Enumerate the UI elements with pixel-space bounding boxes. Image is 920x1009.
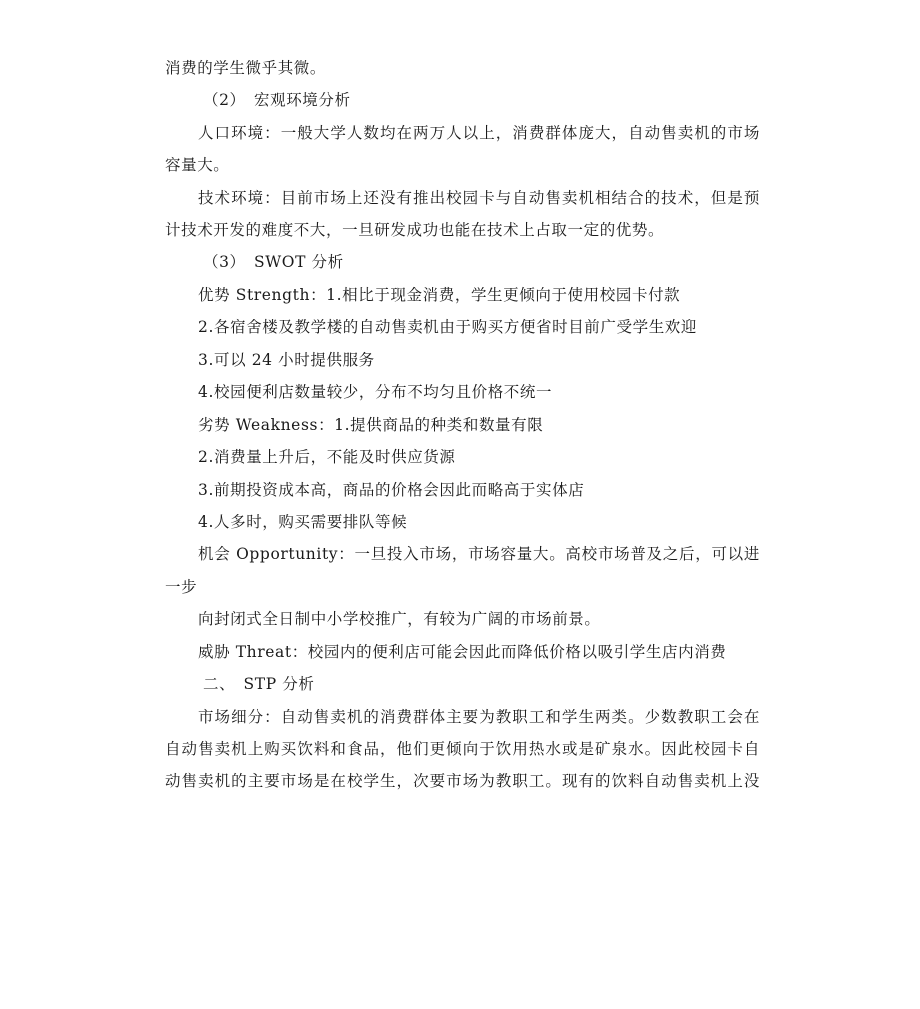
paragraph-line: 4.校园便利店数量较少，分布不均匀且价格不统一: [198, 383, 553, 401]
paragraph-line: 优势 Strength：1.相比于现金消费，学生更倾向于使用校园卡付款: [198, 286, 681, 304]
paragraph-line: 计技术开发的难度不大，一旦研发成功也能在技术上占取一定的优势。: [165, 221, 665, 239]
paragraph-line: 消费的学生微乎其微。: [165, 59, 327, 77]
paragraph-line: 3.可以 24 小时提供服务: [198, 351, 375, 369]
paragraph-line: 技术环境：目前市场上还没有推出校园卡与自动售卖机相结合的技术，但是预: [198, 189, 760, 207]
paragraph-line: 市场细分：自动售卖机的消费群体主要为教职工和学生两类。少数教职工会在: [198, 708, 760, 726]
paragraph-line: 自动售卖机上购买饮料和食品，他们更倾向于饮用热水或是矿泉水。因此校园卡自: [165, 740, 760, 758]
paragraph-line: 劣势 Weakness：1.提供商品的种类和数量有限: [198, 416, 544, 434]
paragraph-line: 向封闭式全日制中小学校推广，有较为广阔的市场前景。: [198, 610, 601, 628]
paragraph-line: 一步: [165, 578, 198, 596]
paragraph-line: 动售卖机的主要市场是在校学生，次要市场为教职工。现有的饮料自动售卖机上没: [165, 772, 760, 790]
section-heading: （3） SWOT 分析: [203, 253, 344, 271]
paragraph-line: 威胁 Threat：校园内的便利店可能会因此而降低价格以吸引学生店内消费: [198, 643, 727, 661]
paragraph-line: 2.消费量上升后，不能及时供应货源: [198, 448, 456, 466]
section-heading: （2） 宏观环境分析: [203, 91, 351, 109]
paragraph-line: 人口环境：一般大学人数均在两万人以上，消费群体庞大，自动售卖机的市场: [198, 124, 760, 142]
paragraph-line: 2.各宿舍楼及教学楼的自动售卖机由于购买方便省时目前广受学生欢迎: [198, 318, 697, 336]
paragraph-line: 3.前期投资成本高，商品的价格会因此而略高于实体店: [198, 481, 585, 499]
paragraph-line: 机会 Opportunity：一旦投入市场，市场容量大。高校市场普及之后，可以进: [198, 545, 760, 563]
paragraph-line: 4.人多时，购买需要排队等候: [198, 513, 408, 531]
paragraph-line: 容量大。: [165, 156, 230, 174]
section-heading: 二、 STP 分析: [203, 675, 315, 693]
